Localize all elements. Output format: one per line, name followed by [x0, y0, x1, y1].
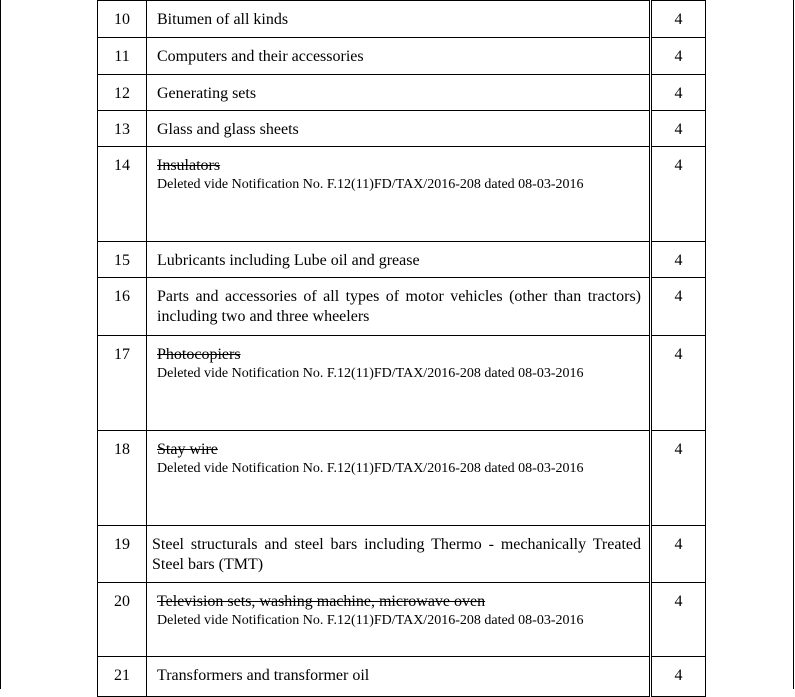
table-row	[98, 147, 706, 242]
row-number: 12	[98, 75, 147, 111]
row-rate: 4	[651, 657, 706, 697]
row-number: 15	[98, 242, 147, 278]
table-row	[98, 1, 706, 38]
deletion-note: Deleted vide Notification No. F.12(11)FD/TAX/2016-208 dated 08-03-2016	[157, 366, 584, 381]
row-number: 11	[98, 38, 147, 75]
row-number: 17	[98, 336, 147, 431]
row-number: 21	[98, 657, 147, 697]
table-row	[98, 657, 706, 697]
deleted-item-text: Stay wire	[157, 441, 218, 458]
row-description: Lubricants including Lube oil and grease	[147, 242, 651, 278]
row-rate: 4	[651, 75, 706, 111]
row-description: Parts and accessories of all types of motor vehicles (other than tractors) including two and three wheelers	[147, 278, 651, 336]
page-edge-right	[793, 0, 794, 689]
row-rate: 4	[651, 336, 706, 431]
row-rate: 4	[651, 38, 706, 75]
row-description	[147, 431, 651, 526]
row-number: 10	[98, 1, 147, 38]
row-description: Steel structurals and steel bars including Thermo - mechanically Treated Steel bars (TMT)	[147, 526, 651, 583]
table-row	[98, 526, 706, 583]
row-description: Computers and their accessories	[147, 38, 651, 75]
page-edge-left	[0, 0, 1, 689]
deletion-note: Deleted vide Notification No. F.12(11)FD/TAX/2016-208 dated 08-03-2016	[157, 613, 584, 628]
deleted-item-text: Insulators	[157, 157, 221, 174]
row-description: Bitumen of all kinds	[147, 1, 651, 38]
row-number: 19	[98, 526, 147, 583]
schedule-table	[97, 0, 706, 697]
row-rate: 4	[651, 147, 706, 242]
row-number: 13	[98, 111, 147, 147]
row-rate: 4	[651, 278, 706, 336]
row-rate: 4	[651, 526, 706, 583]
row-description	[147, 147, 651, 242]
row-rate: 4	[651, 431, 706, 526]
row-description: Transformers and transformer oil	[147, 657, 651, 697]
row-number: 16	[98, 278, 147, 336]
row-description	[147, 336, 651, 431]
row-rate: 4	[651, 242, 706, 278]
row-description: Glass and glass sheets	[147, 111, 651, 147]
table-row	[98, 583, 706, 657]
table-row	[98, 242, 706, 278]
row-rate: 4	[651, 111, 706, 147]
deleted-item-text: Television sets, washing machine, microwave oven	[157, 593, 486, 610]
row-number: 20	[98, 583, 147, 657]
row-description: Generating sets	[147, 75, 651, 111]
deletion-note: Deleted vide Notification No. F.12(11)FD/TAX/2016-208 dated 08-03-2016	[157, 461, 584, 476]
table-row	[98, 75, 706, 111]
row-number: 18	[98, 431, 147, 526]
deletion-note: Deleted vide Notification No. F.12(11)FD/TAX/2016-208 dated 08-03-2016	[157, 177, 584, 192]
table-row	[98, 431, 706, 526]
table-row	[98, 111, 706, 147]
table-row	[98, 336, 706, 431]
row-number: 14	[98, 147, 147, 242]
table-row	[98, 38, 706, 75]
row-rate: 4	[651, 1, 706, 38]
deleted-item-text: Photocopiers	[157, 346, 241, 363]
table-row	[98, 278, 706, 336]
row-description	[147, 583, 651, 657]
row-rate: 4	[651, 583, 706, 657]
